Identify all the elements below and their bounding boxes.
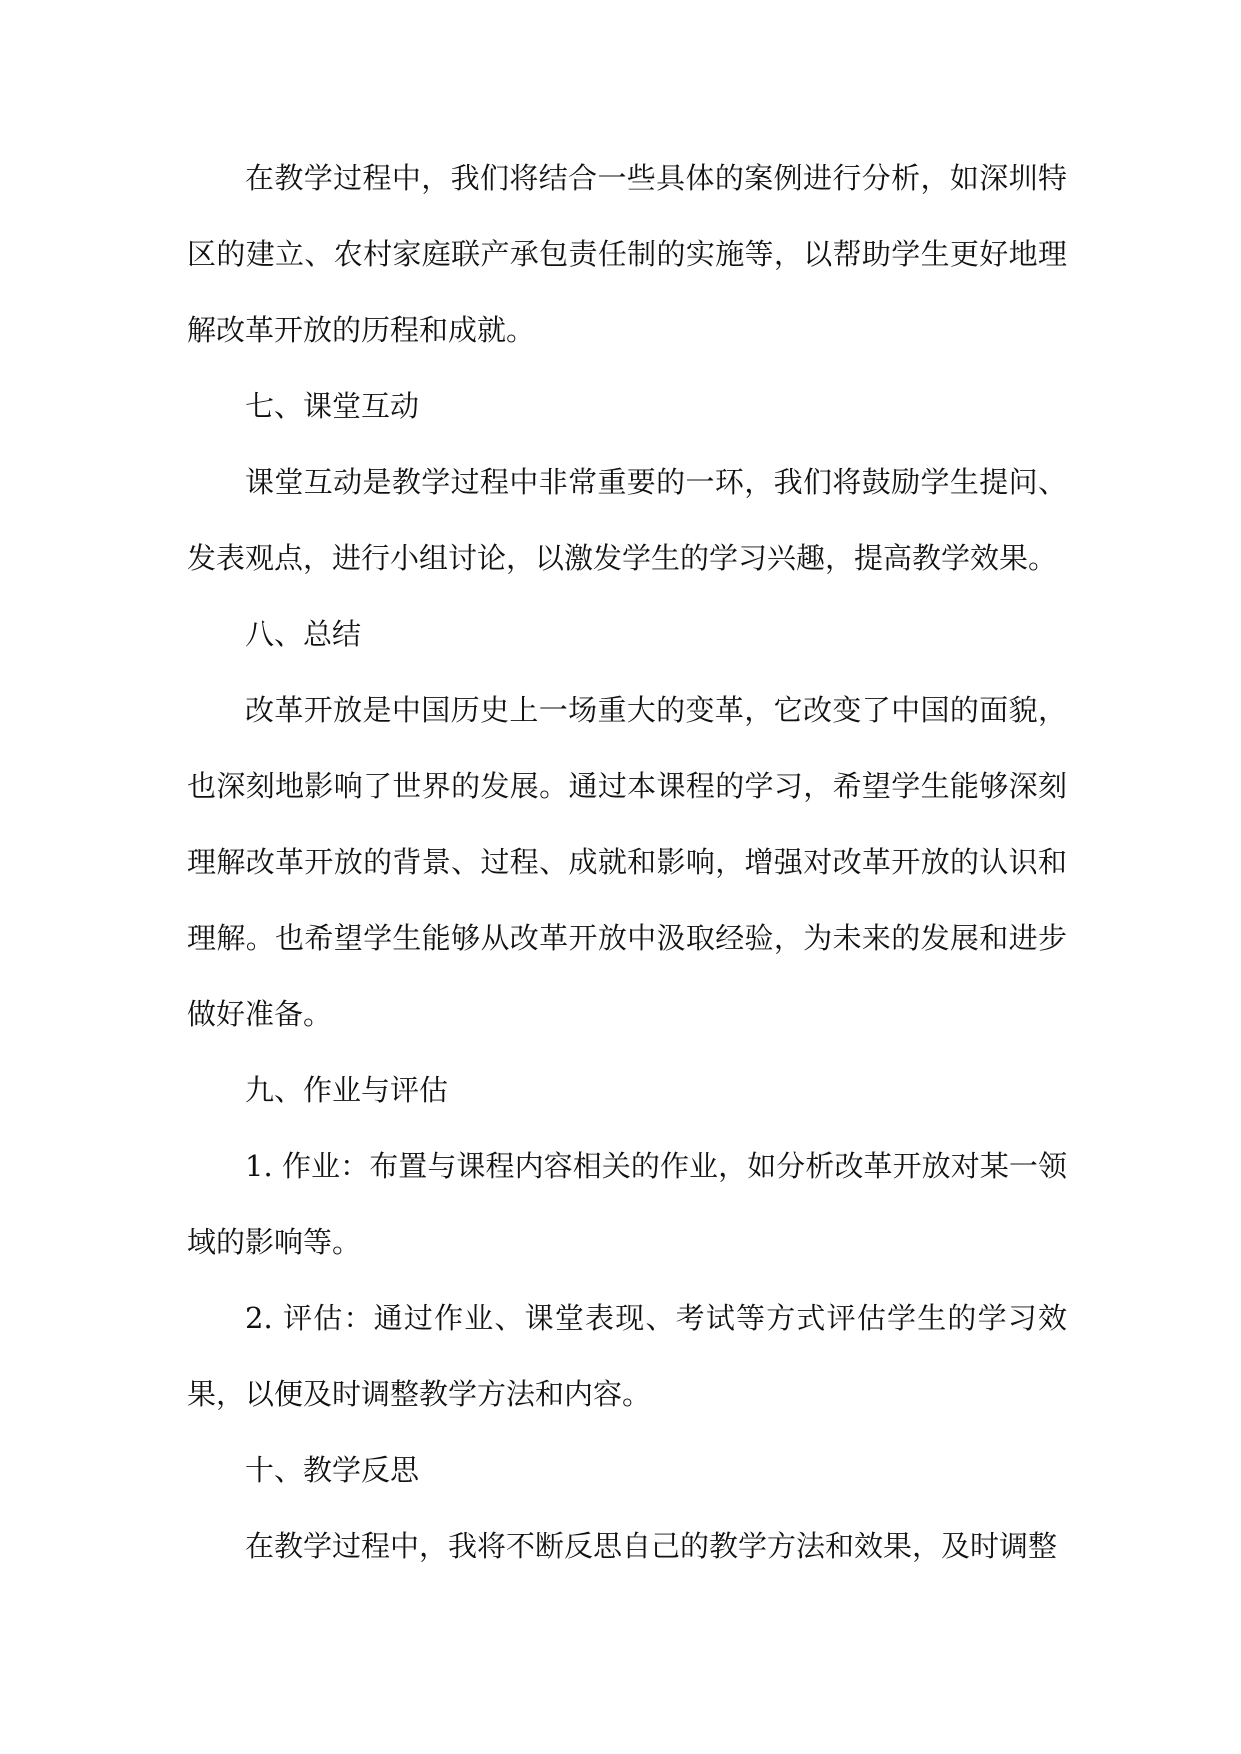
- paragraph-teaching-reflection: 在教学过程中，我将不断反思自己的教学方法和效果，及时调整: [245, 1529, 1058, 1563]
- paragraph-case-analysis: 在教学过程中，我们将结合一些具体的案例进行分析，如深圳特区的建立、农村家庭联产承包责任制的实施等，以帮助学生更好地理解改革开放的历程和成就。: [187, 161, 1067, 347]
- section-heading-teaching-reflection: 十、教学反思: [245, 1453, 420, 1487]
- list-item-assessment: 2. 评估：通过作业、课堂表现、考试等方式评估学生的学习效果，以便及时调整教学方法和内容。: [187, 1301, 1067, 1411]
- paragraph-classroom-interaction: 课堂互动是教学过程中非常重要的一环，我们将鼓励学生提问、发表观点，进行小组讨论，以激发学生的学习兴趣，提高教学效果。: [187, 465, 1067, 575]
- document-body: [187, 140, 1067, 1584]
- paragraph-summary: 改革开放是中国历史上一场重大的变革，它改变了中国的面貌，也深刻地影响了世界的发展。通过本课程的学习，希望学生能够深刻理解改革开放的背景、过程、成就和影响，增强对改革开放的认识和理解。也希望学生能够从改革开放中汲取经验，为未来的发展和进步做好准备。: [187, 693, 1067, 1031]
- section-heading-summary: 八、总结: [245, 617, 362, 651]
- list-item-homework: 1. 作业：布置与课程内容相关的作业，如分析改革开放对某一领域的影响等。: [187, 1149, 1067, 1259]
- section-heading-homework-assessment: 九、作业与评估: [245, 1073, 449, 1107]
- section-heading-classroom-interaction: 七、课堂互动: [245, 389, 420, 423]
